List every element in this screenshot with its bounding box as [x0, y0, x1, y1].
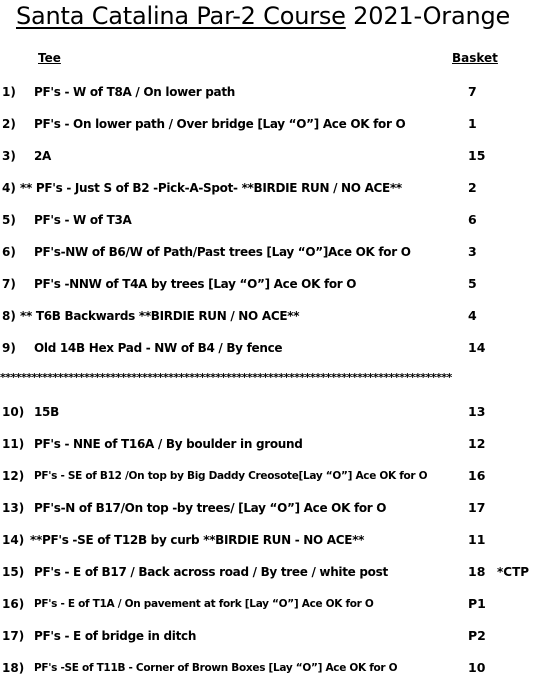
page-title [16, 2, 510, 30]
tee-description: Old 14B Hex Pad - NW of B4 / By fence [34, 341, 283, 355]
hole-number: 9) [2, 341, 16, 355]
tee-description: PF's - On lower path / Over bridge [Lay “O”] Ace OK for O [34, 117, 406, 131]
basket-number: 13 [468, 404, 486, 419]
ctp-note: *CTP [497, 565, 530, 579]
basket-number: 10 [468, 660, 486, 675]
hole-number: 10) [2, 405, 25, 419]
tee-description: PF's - NNE of T16A / By boulder in ground [34, 437, 303, 451]
hole-number: 18) [2, 661, 25, 675]
hole-number: 1) [2, 85, 16, 99]
hole-number: 4) [2, 181, 16, 195]
hole-row [0, 563, 560, 581]
basket-number: 18 [468, 564, 486, 579]
basket-column-header: Basket [452, 51, 498, 65]
hole-number: 14) [2, 533, 25, 547]
tee-description: PF's - E of bridge in ditch [34, 629, 197, 643]
basket-number: 4 [468, 308, 477, 323]
basket-number: P1 [468, 596, 486, 611]
hole-row [0, 147, 560, 165]
hole-number: 5) [2, 213, 16, 227]
hole-row [0, 467, 560, 485]
tee-description: 15B [34, 405, 59, 419]
basket-number: 14 [468, 340, 486, 355]
tee-column-header: Tee [38, 51, 61, 65]
hole-number: 17) [2, 629, 25, 643]
hole-row [0, 307, 560, 325]
course-name: Santa Catalina Par-2 Course [16, 2, 346, 30]
hole-row [0, 627, 560, 645]
hole-row [0, 83, 560, 101]
hole-row [0, 243, 560, 261]
tee-description: PF's - W of T3A [34, 213, 132, 227]
basket-number: 15 [468, 148, 486, 163]
hole-row [0, 403, 560, 421]
hole-row [0, 179, 560, 197]
basket-number: 11 [468, 532, 486, 547]
hole-number: 8) [2, 309, 16, 323]
tee-description: PF's - W of T8A / On lower path [34, 85, 236, 99]
basket-number: 16 [468, 468, 486, 483]
basket-number: 1 [468, 116, 477, 131]
hole-row [0, 531, 560, 549]
tee-description: PF's - E of T1A / On pavement at fork [Lay “O”] Ace OK for O [34, 598, 374, 610]
tee-description: PF's -SE of T11B - Corner of Brown Boxes [Lay “O”] Ace OK for O [34, 662, 398, 674]
basket-number: P2 [468, 628, 486, 643]
hole-row [0, 435, 560, 453]
course-year-color: 2021-Orange [345, 2, 511, 30]
hole-number: 16) [2, 597, 25, 611]
tee-description: **PF's -SE of T12B by curb **BIRDIE RUN - NO ACE** [30, 533, 365, 547]
tee-description: 2A [34, 149, 52, 163]
tee-description: PF's - SE of B12 /On top by Big Daddy Creosote[Lay “O”] Ace OK for O [34, 470, 428, 482]
basket-number: 6 [468, 212, 477, 227]
hole-number: 12) [2, 469, 25, 483]
hole-number: 15) [2, 565, 25, 579]
basket-number: 3 [468, 244, 477, 259]
hole-number: 7) [2, 277, 16, 291]
hole-number: 6) [2, 245, 16, 259]
hole-row [0, 339, 560, 357]
hole-row [0, 595, 560, 613]
tee-description: PF's-N of B17/On top -by trees/ [Lay “O”] Ace OK for O [34, 501, 387, 515]
hole-number: 3) [2, 149, 16, 163]
basket-number: 17 [468, 500, 486, 515]
tee-description: ** PF's - Just S of B2 -Pick-A-Spot- **BIRDIE RUN / NO ACE** [20, 181, 402, 195]
hole-row [0, 499, 560, 517]
tee-description: ** T6B Backwards **BIRDIE RUN / NO ACE** [20, 309, 300, 323]
hole-number: 13) [2, 501, 25, 515]
basket-number: 12 [468, 436, 486, 451]
tee-description: PF's -NNW of T4A by trees [Lay “O”] Ace OK for O [34, 277, 357, 291]
basket-number: 5 [468, 276, 477, 291]
basket-number: 2 [468, 180, 477, 195]
hole-row [0, 115, 560, 133]
tee-description: PF's - E of B17 / Back across road / By tree / white post [34, 565, 388, 579]
tee-description: PF's-NW of B6/W of Path/Past trees [Lay “O”]Ace OK for O [34, 245, 411, 259]
hole-number: 11) [2, 437, 25, 451]
hole-row [0, 275, 560, 293]
hole-number: 2) [2, 117, 16, 131]
separator-line: ************************************************************************************** [0, 371, 452, 384]
hole-row [0, 659, 560, 677]
basket-number: 7 [468, 84, 477, 99]
hole-row [0, 211, 560, 229]
